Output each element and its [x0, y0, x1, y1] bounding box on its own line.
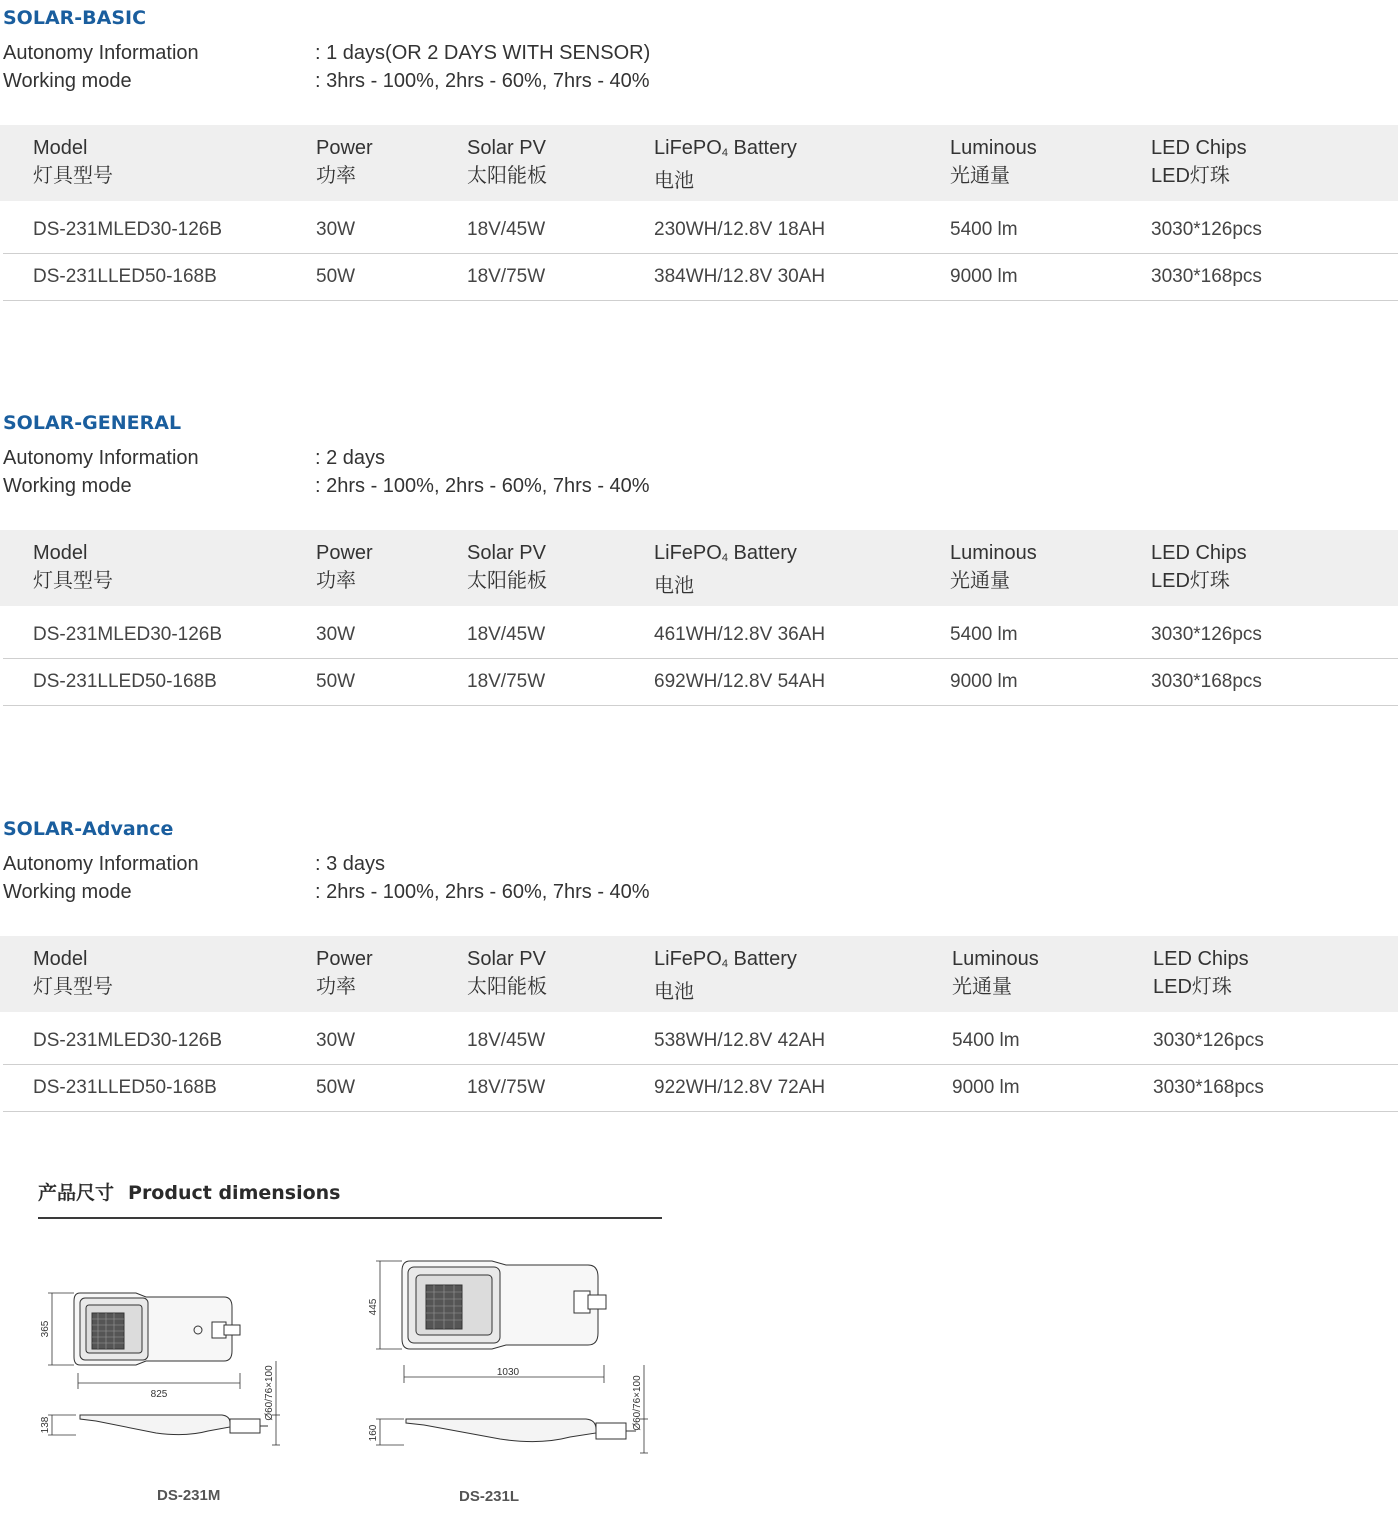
ds-231l-drawing: [360, 1255, 660, 1465]
cell-model: DS-231LLED50-168B: [33, 671, 217, 692]
working-mode-label: Working mode: [3, 475, 132, 497]
ds-231l-caption: DS-231L: [459, 1488, 520, 1505]
ds-231m-top-view: [74, 1293, 240, 1365]
cell-solar-pv: 18V/45W: [467, 1030, 546, 1051]
table-row: [3, 659, 1398, 706]
cell-power: 50W: [316, 1077, 356, 1098]
cell-battery: 538WH/12.8V 42AH: [654, 1030, 826, 1051]
cell-battery: 692WH/12.8V 54AH: [654, 671, 826, 692]
cell-power: 30W: [316, 219, 356, 240]
header-battery: LiFePO$_4$ Battery 电池: [654, 948, 797, 1003]
table-row: [3, 1018, 1398, 1065]
cell-luminous: 5400 lm: [952, 1030, 1020, 1051]
autonomy-value: : 2 days: [315, 447, 386, 469]
ds-231l-height-label: 445: [368, 1298, 379, 1316]
cell-luminous: 5400 lm: [950, 219, 1018, 240]
header-solar-pv: Solar PV 太阳能板: [467, 948, 547, 998]
cell-solar-pv: 18V/45W: [467, 624, 546, 645]
header-battery: LiFePO$_4$ Battery 电池: [654, 542, 797, 597]
working-mode-value: : 3hrs - 100%, 2hrs - 60%, 7hrs - 40%: [315, 70, 650, 92]
table-header: [0, 936, 1398, 1012]
autonomy-label: Autonomy Information: [3, 447, 199, 469]
cell-led-chips: 3030*126pcs: [1153, 1030, 1264, 1051]
table-row: [3, 254, 1398, 301]
section-title: SOLAR-BASIC: [3, 7, 147, 29]
cell-battery: 230WH/12.8V 18AH: [654, 219, 826, 240]
cell-solar-pv: 18V/45W: [467, 219, 546, 240]
cell-led-chips: 3030*126pcs: [1151, 624, 1262, 645]
cell-solar-pv: 18V/75W: [467, 671, 546, 692]
header-luminous: Luminous 光通量: [950, 137, 1037, 187]
ds-231l-top-view: [402, 1261, 606, 1349]
table-row: [3, 207, 1398, 254]
ds-231m-pole-label: Ø60/76×100: [264, 1365, 275, 1421]
cell-model: DS-231MLED30-126B: [33, 624, 223, 645]
table-row: [3, 1065, 1398, 1112]
cell-power: 30W: [316, 624, 356, 645]
header-model: Model 灯具型号: [33, 948, 113, 998]
table-header: [0, 125, 1398, 201]
dimensions-title-zh: 产品尺寸: [38, 1182, 115, 1204]
cell-power: 30W: [316, 1030, 356, 1051]
table-row: [3, 612, 1398, 659]
header-model: Model 灯具型号: [33, 137, 113, 187]
header-solar-pv: Solar PV 太阳能板: [467, 137, 547, 187]
autonomy-label: Autonomy Information: [3, 42, 199, 64]
cell-led-chips: 3030*168pcs: [1153, 1077, 1264, 1098]
header-power: Power 功率: [316, 542, 373, 592]
cell-led-chips: 3030*168pcs: [1151, 671, 1262, 692]
header-power: Power 功率: [316, 948, 373, 998]
cell-luminous: 9000 lm: [950, 266, 1018, 287]
ds-231l-pole-label: Ø60/76×100: [632, 1375, 643, 1431]
cell-solar-pv: 18V/75W: [467, 266, 546, 287]
cell-led-chips: 3030*126pcs: [1151, 219, 1262, 240]
header-led-chips: LED Chips LED灯珠: [1151, 137, 1247, 187]
section-title: SOLAR-Advance: [3, 818, 174, 840]
table-header: [0, 530, 1398, 606]
cell-battery: 461WH/12.8V 36AH: [654, 624, 826, 645]
cell-luminous: 9000 lm: [950, 671, 1018, 692]
working-mode-value: : 2hrs - 100%, 2hrs - 60%, 7hrs - 40%: [315, 881, 650, 903]
cell-solar-pv: 18V/75W: [467, 1077, 546, 1098]
ds-231m-side-view: [80, 1415, 268, 1435]
dimensions-divider: [38, 1217, 662, 1219]
ds-231l-side-height-label: 160: [368, 1424, 379, 1442]
cell-model: DS-231MLED30-126B: [33, 219, 223, 240]
working-mode-label: Working mode: [3, 70, 132, 92]
cell-battery: 384WH/12.8V 30AH: [654, 266, 826, 287]
header-battery: LiFePO$_4$ Battery 电池: [654, 137, 797, 192]
cell-model: DS-231LLED50-168B: [33, 1077, 217, 1098]
working-mode-value: : 2hrs - 100%, 2hrs - 60%, 7hrs - 40%: [315, 475, 650, 497]
ds-231l-width-label: 1030: [496, 1367, 520, 1378]
ds-231m-width-label: 825: [150, 1389, 168, 1400]
header-led-chips: LED Chips LED灯珠: [1153, 948, 1249, 998]
cell-battery: 922WH/12.8V 72AH: [654, 1077, 826, 1098]
cell-power: 50W: [316, 671, 356, 692]
header-luminous: Luminous 光通量: [952, 948, 1039, 998]
dimensions-title-en: Product dimensions: [128, 1182, 341, 1204]
autonomy-label: Autonomy Information: [3, 853, 199, 875]
cell-power: 50W: [316, 266, 356, 287]
cell-luminous: 5400 lm: [950, 624, 1018, 645]
ds-231m-caption: DS-231M: [157, 1487, 221, 1504]
dimensions-title: [38, 1178, 341, 1205]
header-luminous: Luminous 光通量: [950, 542, 1037, 592]
header-power: Power 功率: [316, 137, 373, 187]
header-solar-pv: Solar PV 太阳能板: [467, 542, 547, 592]
ds-231m-side-height-label: 138: [40, 1416, 51, 1434]
ds-231m-drawing: [36, 1285, 296, 1455]
header-led-chips: LED Chips LED灯珠: [1151, 542, 1247, 592]
cell-led-chips: 3030*168pcs: [1151, 266, 1262, 287]
ds-231l-side-view: [406, 1419, 636, 1442]
cell-model: DS-231MLED30-126B: [33, 1030, 223, 1051]
working-mode-label: Working mode: [3, 881, 132, 903]
autonomy-value: : 1 days(OR 2 DAYS WITH SENSOR): [315, 42, 651, 64]
header-model: Model 灯具型号: [33, 542, 113, 592]
cell-model: DS-231LLED50-168B: [33, 266, 217, 287]
ds-231m-height-label: 365: [40, 1320, 51, 1338]
section-title: SOLAR-GENERAL: [3, 412, 182, 434]
autonomy-value: : 3 days: [315, 853, 386, 875]
cell-luminous: 9000 lm: [952, 1077, 1020, 1098]
